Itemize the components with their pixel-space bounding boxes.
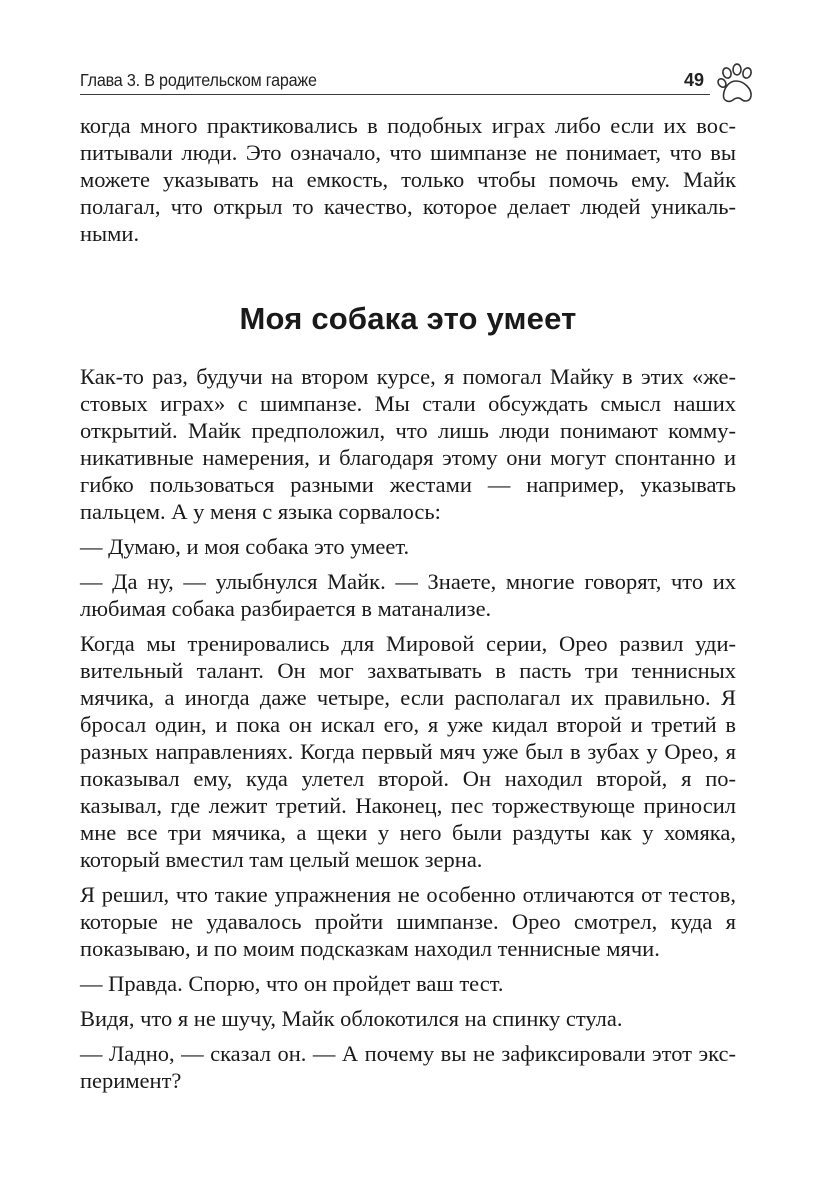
- dialogue-line: — Правда. Спорю, что он пройдет ваш тест.: [80, 971, 504, 996]
- body-paragraph: Как-то раз, будучи на втором курсе, я помогал Майку в этих «жестовых играх» с шимпанзе. Мы стали обсуждать смысл наших открытий. Майк предположил, что лишь люди понимают коммуникативные намерения, и благодаря этому они могут спонтанно и гибко пользоваться разными жестами — например, указывать пальцем. А у меня с языка сорвалось:: [80, 364, 736, 524]
- page-number: 49: [683, 70, 704, 90]
- body-paragraph: Когда мы тренировались для Мировой серии, Орео развил удивительный талант. Он мог захватывать в пасть три теннисных мячика, а иногда даже четыре, если располагал их правильно. Я бросал один, и пока он искал его, я уже кидал второй и третий в разных направлениях. Когда первый мяч уже был в зубах у Орео, я показывал ему, куда улетел второй. Он находил второй, я показывал, где лежит третий. Наконец, пес торжествующе приносил мне все три мячика, а щеки у него были раздуты как у хомяка, который вместил там целый мешок зерна.: [80, 631, 736, 872]
- running-title: Глава 3. В родительском гараже: [80, 70, 317, 90]
- body-paragraph: Я решил, что такие упражнения не особенно отличаются от тестов, которые не удавалось пройти шимпанзе. Орео смотрел, куда я показываю, и по моим подсказкам находил теннисные мячи.: [80, 882, 736, 961]
- paw-print-icon: [714, 62, 760, 108]
- dialogue-line: — Ладно, — сказал он. — А почему вы не зафиксировали этот эксперимент?: [80, 1041, 736, 1093]
- running-header: [80, 64, 710, 95]
- page-body: [80, 112, 736, 1102]
- dialogue-line: — Да ну, — улыбнулся Майк. — Знаете, многие говорят, что их любимая собака разбирается в матанализе.: [80, 569, 736, 621]
- body-paragraph: Видя, что я не шучу, Майк облокотился на спинку стула.: [80, 1006, 623, 1031]
- dialogue-line: — Думаю, и моя собака это умеет.: [80, 534, 410, 559]
- intro-paragraph: когда много практиковались в подобных играх либо если их воспитывали люди. Это означало, что шимпанзе не понимает, что вы можете указывать на емкость, только чтобы помочь ему. Майк полагал, что открыл то качество, которое делает людей уникальными.: [80, 113, 736, 246]
- section-heading: Моя собака это умеет: [239, 301, 577, 336]
